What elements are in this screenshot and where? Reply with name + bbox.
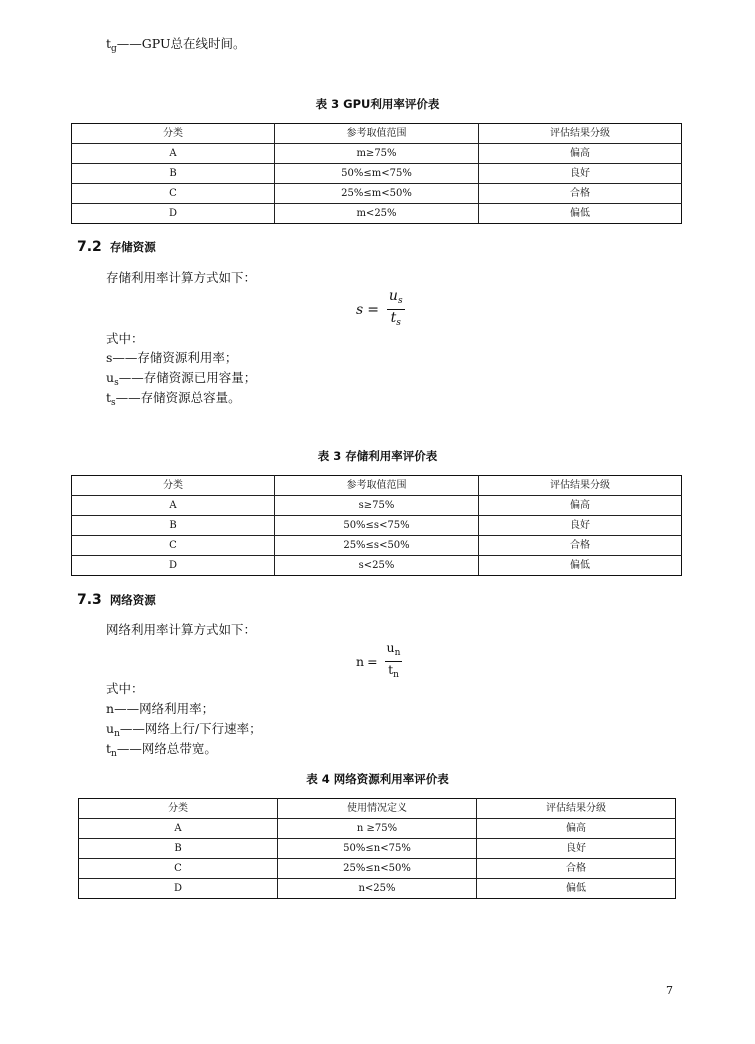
cell: B [72, 164, 275, 184]
cell: 良好 [479, 516, 682, 536]
cell: s≥75% [275, 496, 479, 516]
formula-fraction [385, 640, 403, 683]
cell: 偏高 [477, 819, 676, 839]
definition-text: ——网络利用率； [114, 701, 215, 716]
storage-where: 式中： [106, 331, 144, 346]
definition-text: ——存储资源利用率； [112, 350, 238, 365]
header-cell: 评估结果分级 [479, 476, 682, 496]
tg-definition [106, 35, 246, 58]
cell: B [79, 839, 278, 859]
denominator: t [388, 662, 394, 677]
table-row [72, 204, 682, 224]
network-utilization-table [78, 798, 676, 899]
var: n [106, 701, 115, 716]
cell: 偏低 [479, 204, 682, 224]
definition-text: ——网络总带宽。 [116, 741, 217, 756]
cell: C [72, 536, 275, 556]
formula-equals: = [367, 301, 379, 318]
cell: 偏高 [479, 496, 682, 516]
header-cell: 分类 [72, 476, 275, 496]
denominator-subscript: s [396, 318, 401, 328]
cell: 25%≤n<50% [278, 859, 477, 879]
section-heading-network [77, 592, 156, 608]
cell: 偏低 [477, 879, 676, 899]
numerator: u [386, 640, 395, 655]
definition-text: ——存储资源总容量。 [115, 390, 241, 405]
cell: 50%≤s<75% [275, 516, 479, 536]
network-where: 式中： [106, 681, 144, 696]
table-row [72, 164, 682, 184]
formula-lhs: n [356, 654, 365, 669]
table-row [72, 516, 682, 536]
network-formula [356, 640, 402, 683]
network-def [106, 700, 214, 718]
network-def [106, 740, 217, 763]
formula-equals: = [367, 654, 378, 669]
header-cell: 评估结果分级 [479, 124, 682, 144]
cell: n ≥75% [278, 819, 477, 839]
cell: 25%≤s<50% [275, 536, 479, 556]
storage-formula [356, 288, 405, 331]
table-header-row [72, 476, 682, 496]
table-caption-storage: 表 3 存储利用率评价表 [317, 449, 438, 463]
cell: D [79, 879, 278, 899]
cell: D [72, 204, 275, 224]
header-cell: 参考取值范围 [275, 476, 479, 496]
cell: s<25% [275, 556, 479, 576]
cell: 合格 [479, 536, 682, 556]
cell: C [79, 859, 278, 879]
cell: C [72, 184, 275, 204]
cell: B [72, 516, 275, 536]
var-subscript: g [111, 44, 117, 54]
cell: A [79, 819, 278, 839]
var-subscript: n [114, 729, 120, 739]
cell: m≥75% [275, 144, 479, 164]
denominator-subscript: n [393, 670, 399, 680]
page-number: 7 [666, 984, 673, 997]
var: u [106, 370, 115, 385]
header-cell: 分类 [72, 124, 275, 144]
table-row [72, 184, 682, 204]
numerator-subscript: s [397, 296, 403, 306]
definition-text: ——GPU总在线时间。 [116, 36, 246, 51]
cell: 50%≤m<75% [275, 164, 479, 184]
section-title: 网络资源 [109, 593, 156, 607]
table-header-row [72, 124, 682, 144]
cell: A [72, 496, 275, 516]
table-row [72, 536, 682, 556]
header-cell: 参考取值范围 [275, 124, 479, 144]
network-intro: 网络利用率计算方式如下： [106, 622, 257, 637]
cell: n<25% [278, 879, 477, 899]
section-number: 7.2 [77, 239, 102, 255]
table-header-row [79, 799, 676, 819]
var: t [106, 741, 112, 756]
var: u [106, 721, 115, 736]
definition-text: ——网络上行/下行速率； [119, 721, 262, 736]
formula-fraction [387, 288, 405, 331]
storage-utilization-table [71, 475, 682, 576]
section-title: 存储资源 [109, 240, 156, 254]
table-row [72, 556, 682, 576]
cell: 良好 [479, 164, 682, 184]
cell: 50%≤n<75% [278, 839, 477, 859]
table-caption-network: 表 4 网络资源利用率评价表 [306, 772, 449, 786]
numerator-subscript: n [394, 648, 401, 658]
var-subscript: s [114, 378, 119, 388]
storage-def [106, 349, 237, 367]
storage-def [106, 389, 241, 412]
var-subscript: n [111, 749, 117, 759]
table-row [79, 859, 676, 879]
cell: 偏高 [479, 144, 682, 164]
table-row [79, 839, 676, 859]
var: t [106, 36, 112, 51]
var: t [106, 390, 112, 405]
cell: 25%≤m<50% [275, 184, 479, 204]
table-row [79, 819, 676, 839]
numerator: u [388, 288, 398, 304]
table-row [72, 496, 682, 516]
gpu-utilization-table [71, 123, 682, 224]
cell: A [72, 144, 275, 164]
cell: 偏低 [479, 556, 682, 576]
denominator: t [390, 310, 397, 326]
storage-intro: 存储利用率计算方式如下： [106, 270, 257, 285]
section-number: 7.3 [77, 592, 102, 608]
cell: m<25% [275, 204, 479, 224]
definition-text: ——存储资源已用容量； [118, 370, 257, 385]
section-heading-storage [77, 239, 156, 255]
header-cell: 评估结果分级 [477, 799, 676, 819]
cell: D [72, 556, 275, 576]
formula-lhs: s [356, 301, 364, 318]
header-cell: 使用情况定义 [278, 799, 477, 819]
table-row [79, 879, 676, 899]
var: s [106, 350, 113, 365]
header-cell: 分类 [79, 799, 278, 819]
cell: 合格 [477, 859, 676, 879]
table-caption-gpu: 表 3 GPU利用率评价表 [315, 97, 440, 111]
table-row [72, 144, 682, 164]
var-subscript: s [111, 398, 116, 408]
cell: 合格 [479, 184, 682, 204]
cell: 良好 [477, 839, 676, 859]
